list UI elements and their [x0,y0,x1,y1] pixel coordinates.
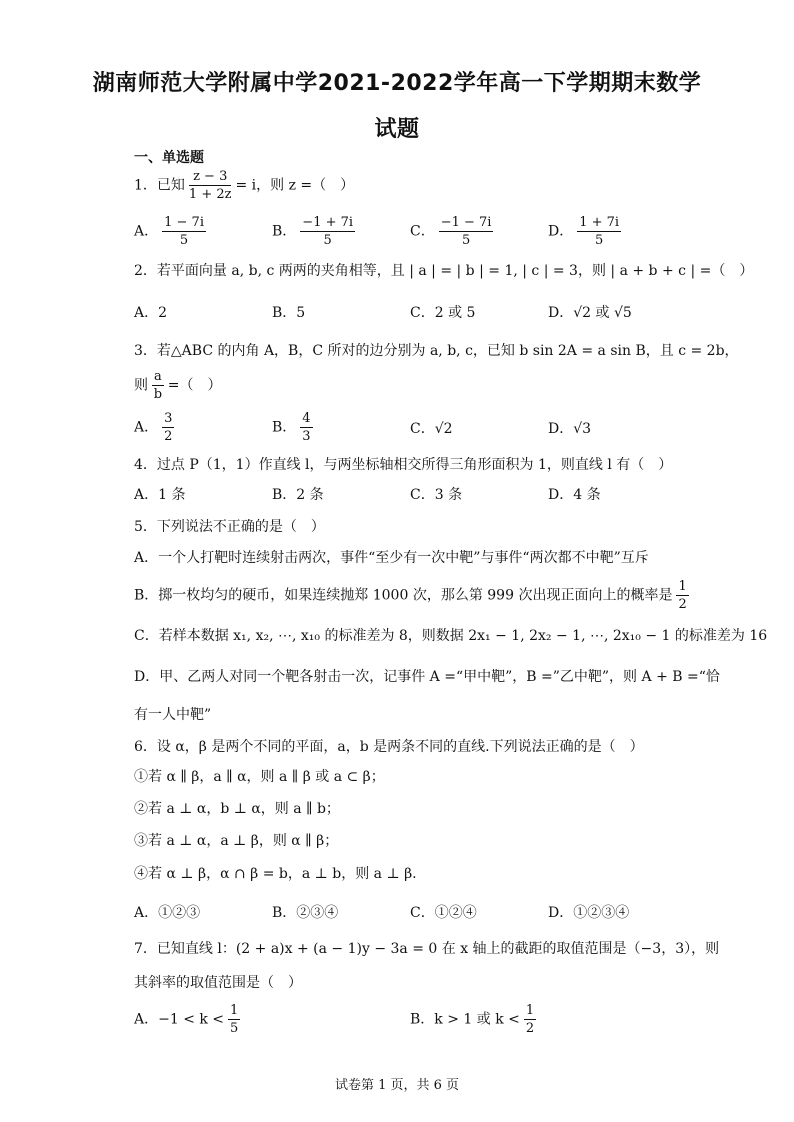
exam-title-line2: 试题 [374,117,420,142]
q4-option-d: D．4 条 [548,487,601,503]
q2-option-b: B．5 [272,305,306,321]
q3-option-d: D．√3 [548,421,592,437]
q3-option-c: C．√2 [410,421,453,437]
q6-statement-3: ③若 a ⊥ α，a ⊥ β，则 α ∥ β； [134,833,339,849]
q5-option-b: B．掷一枚均匀的硬币，如果连续抛郑 1000 次，那么第 999 次出现正面向上的概率是 $\frac{1}{2}$ [134,579,687,612]
question-6: 6．设 α，β 是两个不同的平面，a，b 是两条不同的直线.下列说法正确的是（ ） [134,739,644,755]
q3-option-b: B． $\frac{4}{3}$ [272,411,311,444]
page-footer: 试卷第 1 页，共 6 页 [334,1078,460,1093]
q6-option-a: A．①②③ [134,905,201,921]
q2-option-d: D．√2 或 √5 [548,305,632,321]
q7-option-a: A．−1 < k < $\frac{1}{5}$ [134,1003,239,1036]
q1-option-d: D． $\frac{1 + 7i}{5}$ [548,215,620,248]
q1-option-c: C． $\frac{-1 - 7i}{5}$ [410,215,492,248]
question-7: 7．已知直线 l：(2 + a)x + (a − 1)y − 3a = 0 在 x 轴上的截距的取值范围是（−3，3），则 [134,941,720,957]
q1-option-b: B． $\frac{-1 + 7i}{5}$ [272,215,354,248]
q5-option-d: D．甲、乙两人对同一个靶各射击一次，记事件 A =“甲中靶”，B =”乙中靶”，则 A + B =“恰 [134,669,720,685]
q6-statement-2: ②若 a ⊥ α，b ⊥ α，则 a ∥ b； [134,801,340,817]
q5-option-c: C．若样本数据 x₁, x₂, ⋯, x₁₀ 的标准差为 8，则数据 2x₁ − 1, 2x₂ − 1, ⋯, 2x₁₀ − 1 的标准差为 16 [134,628,768,644]
question-5: 5．下列说法不正确的是（ ） [134,519,325,535]
question-4: 4．过点 P（1，1）作直线 l，与两坐标轴相交所得三角形面积为 1，则直线 l 有（ ） [134,457,673,473]
q2-option-a: A．2 [134,305,168,321]
q7-option-b: B．k > 1 或 k < $\frac{1}{2}$ [410,1003,535,1036]
q1-fraction: $\frac{z - 3}{1 + 2z}$ [188,169,232,202]
q4-option-b: B．2 条 [272,487,324,503]
q2-option-c: C．2 或 5 [410,305,476,321]
q6-option-c: C．①②④ [410,905,477,921]
q6-statement-1: ①若 α ∥ β，a ∥ α，则 a ∥ β 或 a ⊂ β； [134,769,385,785]
q3-option-a: A． $\frac{3}{2}$ [134,411,173,444]
exam-title: 湖南师范大学附属中学2021-2022学年高一下学期期末数学 [92,71,702,96]
question-7-line2: 其斜率的取值范围是（ ） [134,975,302,991]
q6-option-b: B．②③④ [272,905,339,921]
question-3-line2: 则 $\frac{a}{b}$ =（ ） [134,369,222,402]
q1-option-a: A． $\frac{1 - 7i}{5}$ [134,215,204,248]
question-2: 2．若平面向量 a, b, c 两两的夹角相等，且 | a | = | b | = 1, | c | = 3，则 | a + b + c | =（ ） [134,263,754,279]
q4-option-a: A．1 条 [134,487,186,503]
question-3: 3．若△ABC 的内角 A，B，C 所对的边分别为 a, b, c，已知 b sin 2A = a sin B，且 c = 2b， [134,343,739,359]
q4-option-c: C．3 条 [410,487,463,503]
q6-option-d: D．①②③④ [548,905,630,921]
q5-option-a: A．一个人打靶时连续射击两次，事件“至少有一次中靶”与事件“两次都不中靶”互斥 [134,550,649,566]
question-1: 1．已知 $\frac{z - 3}{1 + 2z}$ = i，则 z =（ ） [134,169,355,202]
q5-option-d-line2: 有一人中靶” [134,707,212,723]
section-heading: 一、单选题 [134,150,204,166]
q6-statement-4: ④若 α ⊥ β，α ∩ β = b，a ⊥ b，则 a ⊥ β. [134,866,417,882]
